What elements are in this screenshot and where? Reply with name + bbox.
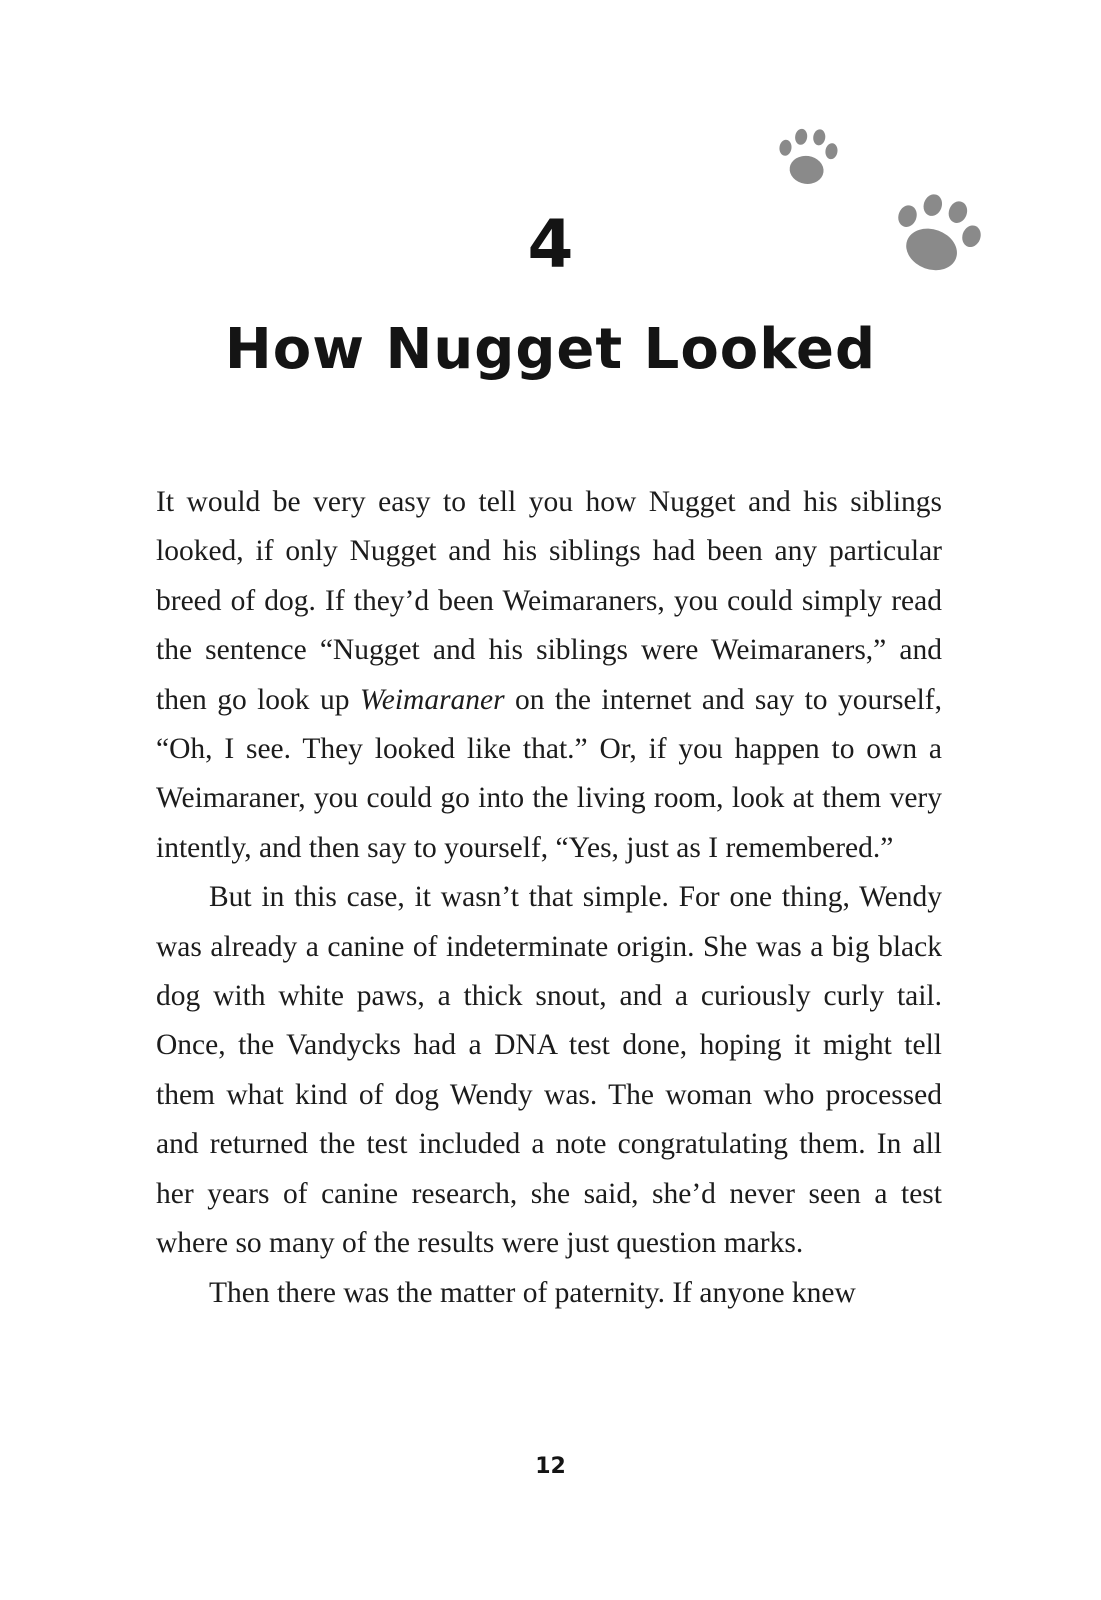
paragraph bbox=[156, 478, 942, 873]
paragraph: But in this case, it wasn’t that simple. For one thing, Wendy was already a canine of indeterminate origin. She was a big black dog with white paws, a thick snout, and a curiously curly tail. Once, the Vandycks had a DNA test done, hoping it might tell them what kind of dog Wendy was. The woman who processed and returned the test included a note congratulating them. In all her years of canine research, she said, she’d never seen a test where so many of the results were just question marks. bbox=[156, 881, 942, 1260]
chapter-title: How Nugget Looked bbox=[224, 317, 877, 382]
page-number: 12 bbox=[535, 1454, 566, 1479]
paragraph: Then there was the matter of paternity. If anyone knew bbox=[209, 1276, 856, 1309]
emphasized-word: Weimaraner bbox=[359, 683, 505, 716]
chapter-number: 4 bbox=[527, 206, 574, 283]
paw-print-icon bbox=[775, 124, 840, 188]
chapter-body bbox=[156, 478, 942, 1318]
paragraph-text: It would be very easy to tell you how Nugget and his siblings looked, if only Nugget and his siblings had been any particular breed of dog. If they’d been Weimaraners, you could simply read the sentence “Nugget and his siblings were Weimaraners,” and then go look up bbox=[156, 486, 942, 716]
paragraph-text: on the internet and say to yourself, “Oh, I see. They looked like that.” Or, if you happen to own a Weimaraner, you could go into the living room, look at them very intently, and then say to yourself, “Yes, just as I remembered.” bbox=[156, 683, 942, 864]
